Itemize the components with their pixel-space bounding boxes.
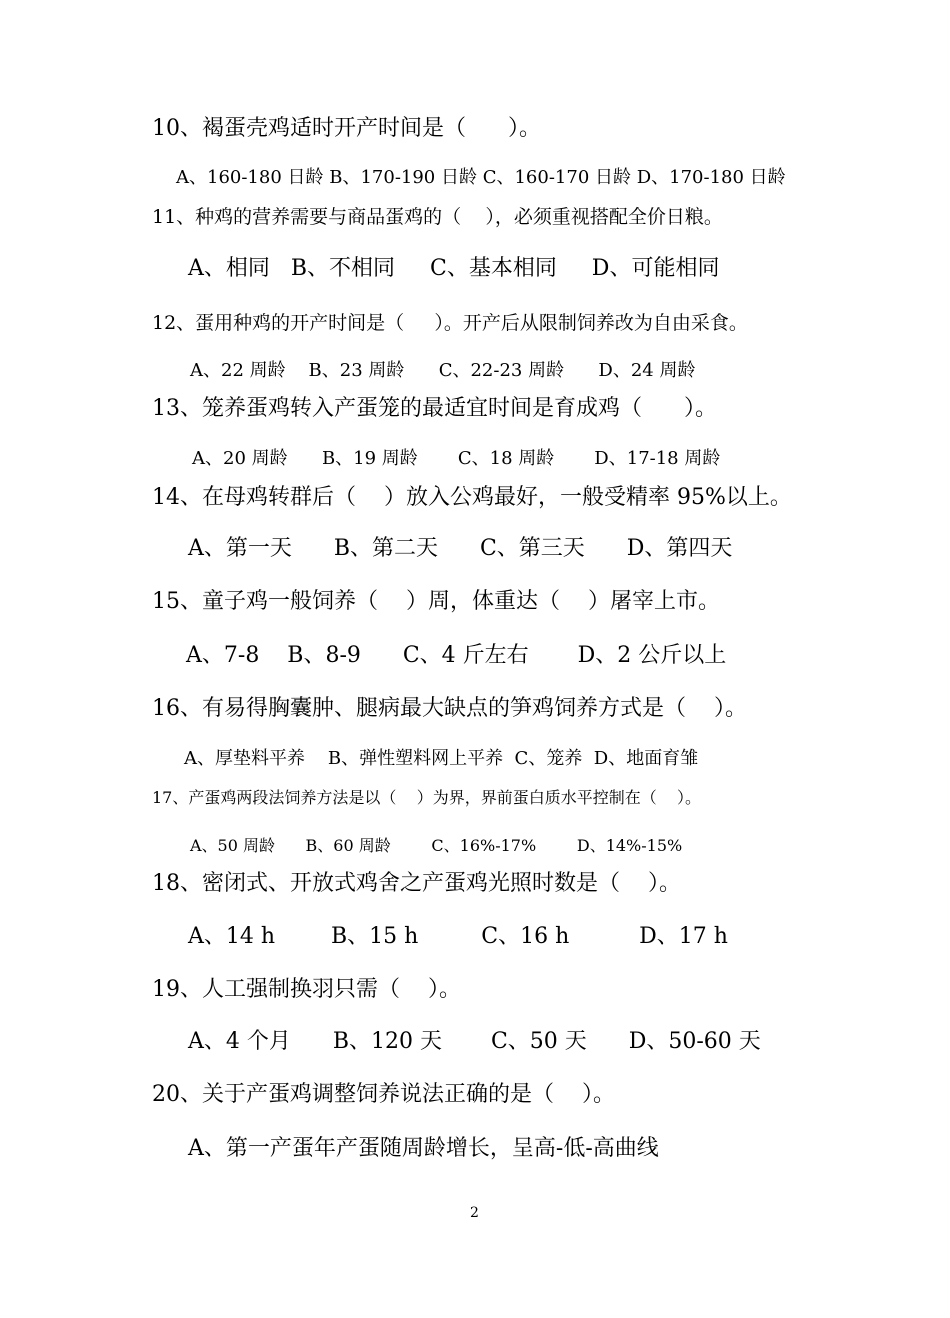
question-20: 20、关于产蛋鸡调整饲养说法正确的是（ ）。 — [152, 1082, 615, 1107]
question-19: 19、人工强制换羽只需（ ）。 — [152, 977, 461, 1002]
question-11: 11、种鸡的营养需要与商品蛋鸡的（ ），必须重视搭配全价日粮。 — [152, 206, 723, 228]
question-12-options: A、22 周龄 B、23 周龄 C、22-23 周龄 D、24 周龄 — [190, 360, 696, 381]
question-16: 16、有易得胸囊肿、腿病最大缺点的笋鸡饲养方式是（ ）。 — [152, 696, 747, 721]
page-number: 2 — [470, 1205, 479, 1221]
question-17: 17、产蛋鸡两段法饲养方法是以（ ）为界，界前蛋白质水平控制在（ ）。 — [152, 788, 702, 807]
question-10-options: A、160-180 日龄 B、170-190 日龄 C、160-170 日龄 D、170-180 日龄 — [176, 167, 786, 188]
question-19-options: A、4 个月 B、120 天 C、50 天 D、50-60 天 — [188, 1029, 761, 1054]
question-18: 18、密闭式、开放式鸡舍之产蛋鸡光照时数是（ ）。 — [152, 871, 681, 896]
question-13-options: A、20 周龄 B、19 周龄 C、18 周龄 D、17-18 周龄 — [192, 448, 721, 469]
question-10: 10、褐蛋壳鸡适时开产时间是（ ）。 — [152, 116, 541, 141]
question-12: 12、蛋用种鸡的开产时间是（ ）。开产后从限制饲养改为自由采食。 — [152, 312, 748, 334]
question-18-options: A、14 h B、15 h C、16 h D、17 h — [188, 924, 728, 949]
question-11-options: A、相同 B、不相同 C、基本相同 D、可能相同 — [188, 256, 720, 281]
question-20-option-a: A、第一产蛋年产蛋随周龄增长，呈高-低-高曲线 — [188, 1136, 659, 1161]
question-15: 15、童子鸡一般饲养（ ）周，体重达（ ）屠宰上市。 — [152, 589, 720, 614]
question-14: 14、在母鸡转群后（ ）放入公鸡最好，一般受精率 95%以上。 — [152, 485, 792, 510]
question-16-options: A、厚垫料平养 B、弹性塑料网上平养 C、笼养 D、地面育雏 — [184, 748, 699, 769]
question-13: 13、笼养蛋鸡转入产蛋笼的最适宜时间是育成鸡（ ）。 — [152, 396, 717, 421]
question-17-options: A、50 周龄 B、60 周龄 C、16%-17% D、14%-15% — [190, 836, 683, 855]
question-14-options: A、第一天 B、第二天 C、第三天 D、第四天 — [188, 536, 733, 561]
question-15-options: A、7-8 B、8-9 C、4 斤左右 D、2 公斤以上 — [186, 643, 727, 668]
